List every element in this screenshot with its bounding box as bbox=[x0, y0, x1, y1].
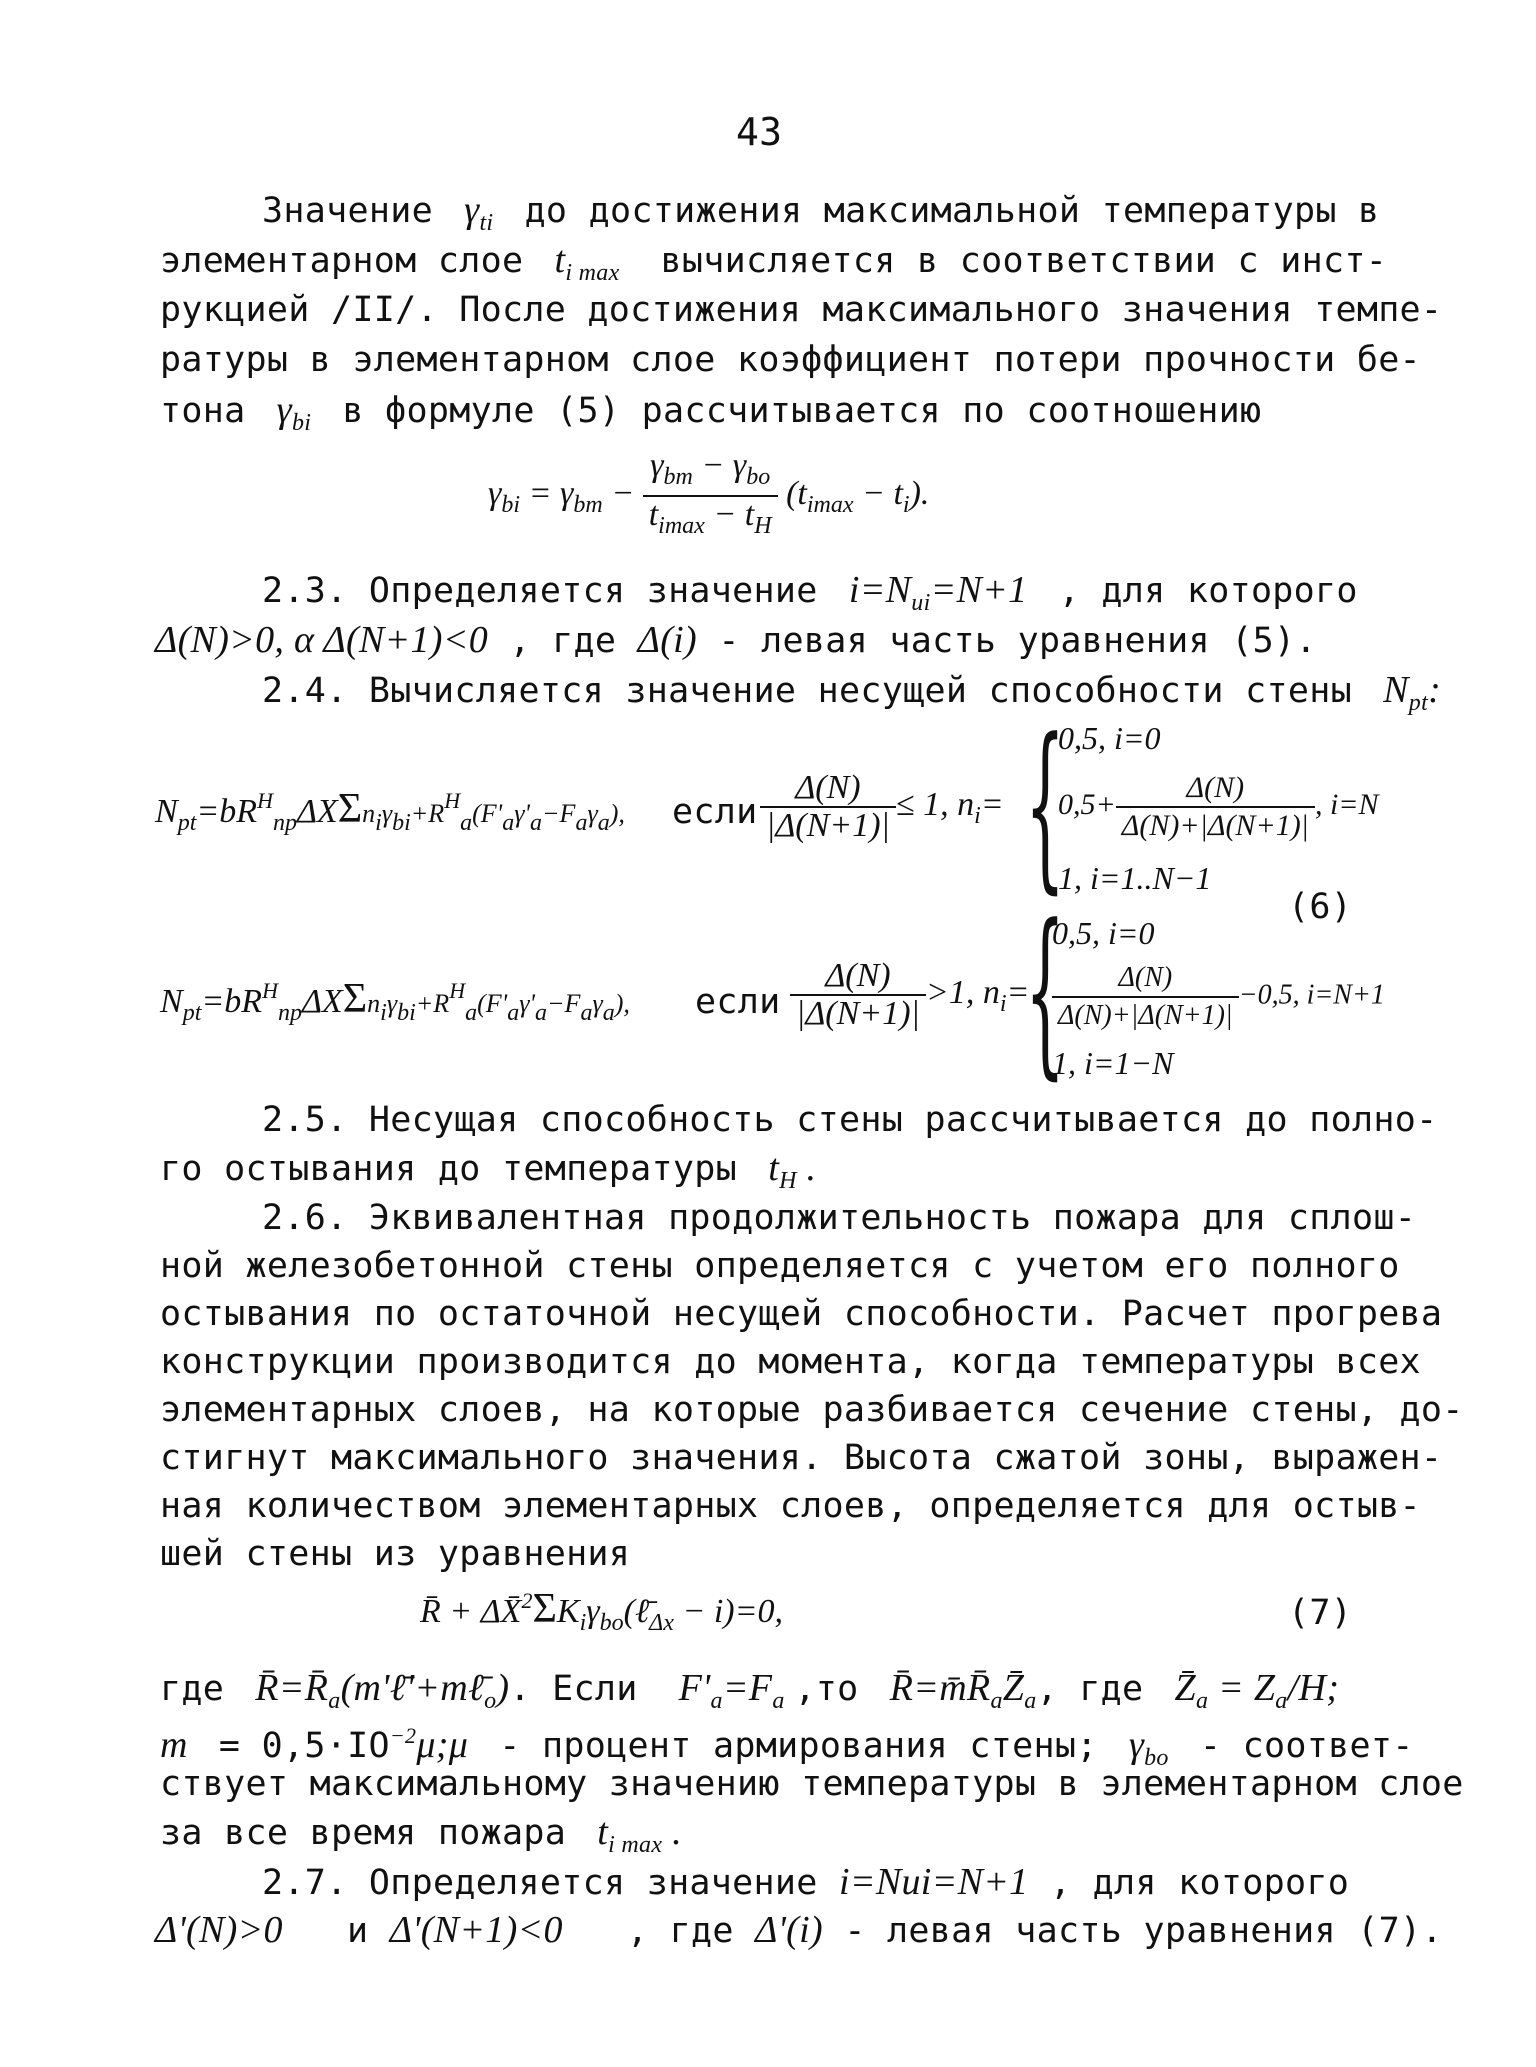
text-fragment: элементарном слое bbox=[160, 241, 524, 281]
brace-1: { bbox=[1025, 701, 1066, 910]
math-delta-i2: Δ'(i) bbox=[755, 1909, 823, 1951]
text-line: 2.5. Несущая способность стены рассчитывается до полно- bbox=[262, 1100, 1438, 1140]
page-number: 43 bbox=[736, 110, 783, 154]
brace-1-case2: 0,5+ $\frac{\Delta(N)}{\Delta(N)+|\Delta(N+1)|}$ , i=N bbox=[1058, 771, 1379, 842]
math-R2: $R̄=m̄R̄_aZ̄_a$ bbox=[879, 1667, 1037, 1714]
brace-2-case1: 0,5, i=0 bbox=[1052, 915, 1155, 951]
text-line: рукцией /II/. После достижения максимального значения темпе- bbox=[160, 290, 1443, 330]
math-i-eq2: i=Nui=N+1 bbox=[839, 1861, 1029, 1903]
text-fragment: - левая часть уравнения (7). bbox=[844, 1911, 1443, 1951]
text-fragment: вычисляется в соответствии с инст- bbox=[660, 241, 1388, 281]
text-line bbox=[262, 1862, 1349, 1903]
text-line: ратуры в элементарном слое коэффициент потери прочности бе- bbox=[160, 340, 1421, 380]
text-fragment: до достижения максимальной температуры в bbox=[524, 191, 1380, 231]
brace-2-case3: 1, i=1−N bbox=[1052, 1045, 1174, 1081]
formula-7: R̄ + $\Delta X̄^2\Sigma K_i\gamma_{bo}(\ell̄_{\Delta x} - i)=0$, bbox=[420, 1586, 784, 1636]
text-fragment: и bbox=[346, 1911, 369, 1951]
text-fragment: - левая часть уравнения (5). bbox=[718, 621, 1317, 661]
text-line bbox=[160, 1812, 682, 1865]
text-line bbox=[160, 1668, 1339, 1721]
brace-2-case2: $\frac{\Delta(N)}{\Delta(N)+|\Delta(N+1)|}$ −0,5, i=N+1 bbox=[1052, 960, 1385, 1034]
equation-number: (6) bbox=[1288, 887, 1353, 927]
text-line bbox=[160, 1148, 816, 1201]
formula-gamma: $\gamma_{bi} = \gamma_{bm}$ − $\frac{\gamma_{bm} - \gamma_{bo}}{t_{imax} - t_H}$ $(t_{imax} - t_i)$. bbox=[488, 448, 929, 544]
text-line: ной железобетонной стены определяется с учетом его полного bbox=[160, 1246, 1400, 1286]
text-line: шей стены из уравнения bbox=[160, 1534, 631, 1574]
math-Fa: $F'_a=F_a$ bbox=[658, 1667, 785, 1714]
text-fragment: 2.3. Определяется значение bbox=[262, 571, 818, 611]
math-delta-cond2b: Δ'(N+1)<0 bbox=[389, 1909, 563, 1951]
math-R: $R̄=R̄_a(m'\ell̄'+m\ell̄_o)$ bbox=[245, 1667, 510, 1714]
text-fragment: в формуле (5) рассчитывается по соотношению bbox=[342, 391, 1262, 431]
formula-6-cond2: $\frac{\Delta(N)}{|\Delta(N+1)|}$ >1, $n_i=$ bbox=[790, 958, 1030, 1032]
brace-2: { bbox=[1025, 887, 1066, 1096]
formula-6-row2: $N_{pt}=bR^H_{np}\Delta X\Sigma ni\gamma bi+R^Ha(F'a\gamma'a-Fa\gamma a)$, bbox=[160, 976, 630, 1026]
text-line bbox=[262, 570, 1358, 623]
text-fragment: ,то bbox=[794, 1669, 859, 1709]
math-gamma-bi: $\gamma_{bi}$ bbox=[266, 389, 312, 436]
text-line bbox=[262, 670, 1441, 723]
text-line bbox=[262, 190, 1379, 243]
text-fragment: тона bbox=[160, 391, 246, 431]
formula-6-cond1: $\frac{\Delta(N)}{|\Delta(N+1)|}$ ≤ 1, $n_i=$ bbox=[760, 770, 1004, 844]
math-t-imax-2: $t_{i max}$ . bbox=[587, 1811, 682, 1858]
math-mu: $^{-2}$μ;μ bbox=[389, 1723, 478, 1766]
math-gamma-ti: $\gamma_{ti}$ bbox=[454, 189, 494, 236]
math-gamma-bo: $\gamma_{bo}$ bbox=[1119, 1724, 1169, 1771]
text-line bbox=[160, 390, 1261, 443]
math-m: m bbox=[160, 1724, 198, 1766]
brace-1-case3: 1, i=1..N−1 bbox=[1058, 860, 1212, 896]
text-line: если bbox=[695, 982, 781, 1022]
text-fragment: , для которого bbox=[1049, 1863, 1350, 1903]
text-line: ная количеством элементарных слоев, определяется для остыв- bbox=[160, 1486, 1421, 1526]
text-fragment: го остывания до температуры bbox=[160, 1149, 738, 1189]
math-i-eq: $i=N_{ui}=N+1$ bbox=[839, 569, 1038, 616]
brace-1-case1: 0,5, i=0 bbox=[1058, 720, 1161, 756]
text-line bbox=[155, 1910, 1443, 1951]
math-delta-cond2a: Δ'(N)>0 bbox=[155, 1909, 283, 1951]
math-Za: $Z̄_a = Z_a/H$; bbox=[1164, 1667, 1340, 1714]
text-fragment: . Если bbox=[509, 1669, 638, 1709]
formula-fraction: $\frac{\gamma_{bm} - \gamma_{bo}}{t_{imax} - t_H}$ bbox=[643, 448, 778, 544]
math-tH: $t_H$ . bbox=[758, 1147, 817, 1194]
text-fragment: , где bbox=[1036, 1669, 1144, 1709]
text-line: ствует максимальному значению температуры в элементарном слое bbox=[160, 1764, 1464, 1804]
math-Npt: $N_{pt}$: bbox=[1373, 669, 1442, 716]
text-line: остывания по остаточной несущей способности. Расчет прогрева bbox=[160, 1294, 1443, 1334]
text-fragment: 2.7. Определяется значение bbox=[262, 1863, 818, 1903]
text-fragment: Значение bbox=[262, 191, 433, 231]
formula-6-row1: $N_{pt}=bR^H_{np}\Delta X\Sigma ni\gamma bi+R^Ha(F'a\gamma'a-Fa\gamma a)$, bbox=[155, 786, 625, 836]
text-line: стигнут максимального значения. Высота сжатой зоны, выражен- bbox=[160, 1438, 1443, 1478]
math-delta-i: Δ(i) bbox=[637, 619, 697, 661]
text-fragment: где bbox=[160, 1669, 225, 1709]
text-line: 2.6. Эквивалентная продолжительность пожара для сплош- bbox=[262, 1198, 1417, 1238]
text-fragment: , где bbox=[509, 621, 617, 661]
text-line bbox=[160, 240, 1387, 293]
text-fragment: - процент армирования стены; bbox=[499, 1726, 1098, 1766]
text-line: элементарных слоев, на которые разбивается сечение стены, до- bbox=[160, 1390, 1464, 1430]
equation-number: (7) bbox=[1288, 1593, 1353, 1633]
text-fragment: , где bbox=[626, 1911, 734, 1951]
text-line: конструкции производится до момента, когда температуры всех bbox=[160, 1342, 1421, 1382]
text-fragment: за все время пожара bbox=[160, 1813, 567, 1853]
text-line bbox=[155, 620, 1317, 661]
text-fragment: = 0,5·IO bbox=[218, 1726, 390, 1766]
text-fragment: , для которого bbox=[1058, 571, 1358, 611]
text-line: если bbox=[672, 792, 758, 832]
text-fragment: - соответ- bbox=[1199, 1726, 1414, 1766]
text-fragment: 2.4. Вычисляется значение несущей способности стены bbox=[262, 671, 1352, 711]
math-t-imax: $t_{i max}$ bbox=[544, 239, 620, 286]
math-delta-cond: Δ(N)>0, α Δ(N+1)<0 bbox=[155, 619, 489, 661]
